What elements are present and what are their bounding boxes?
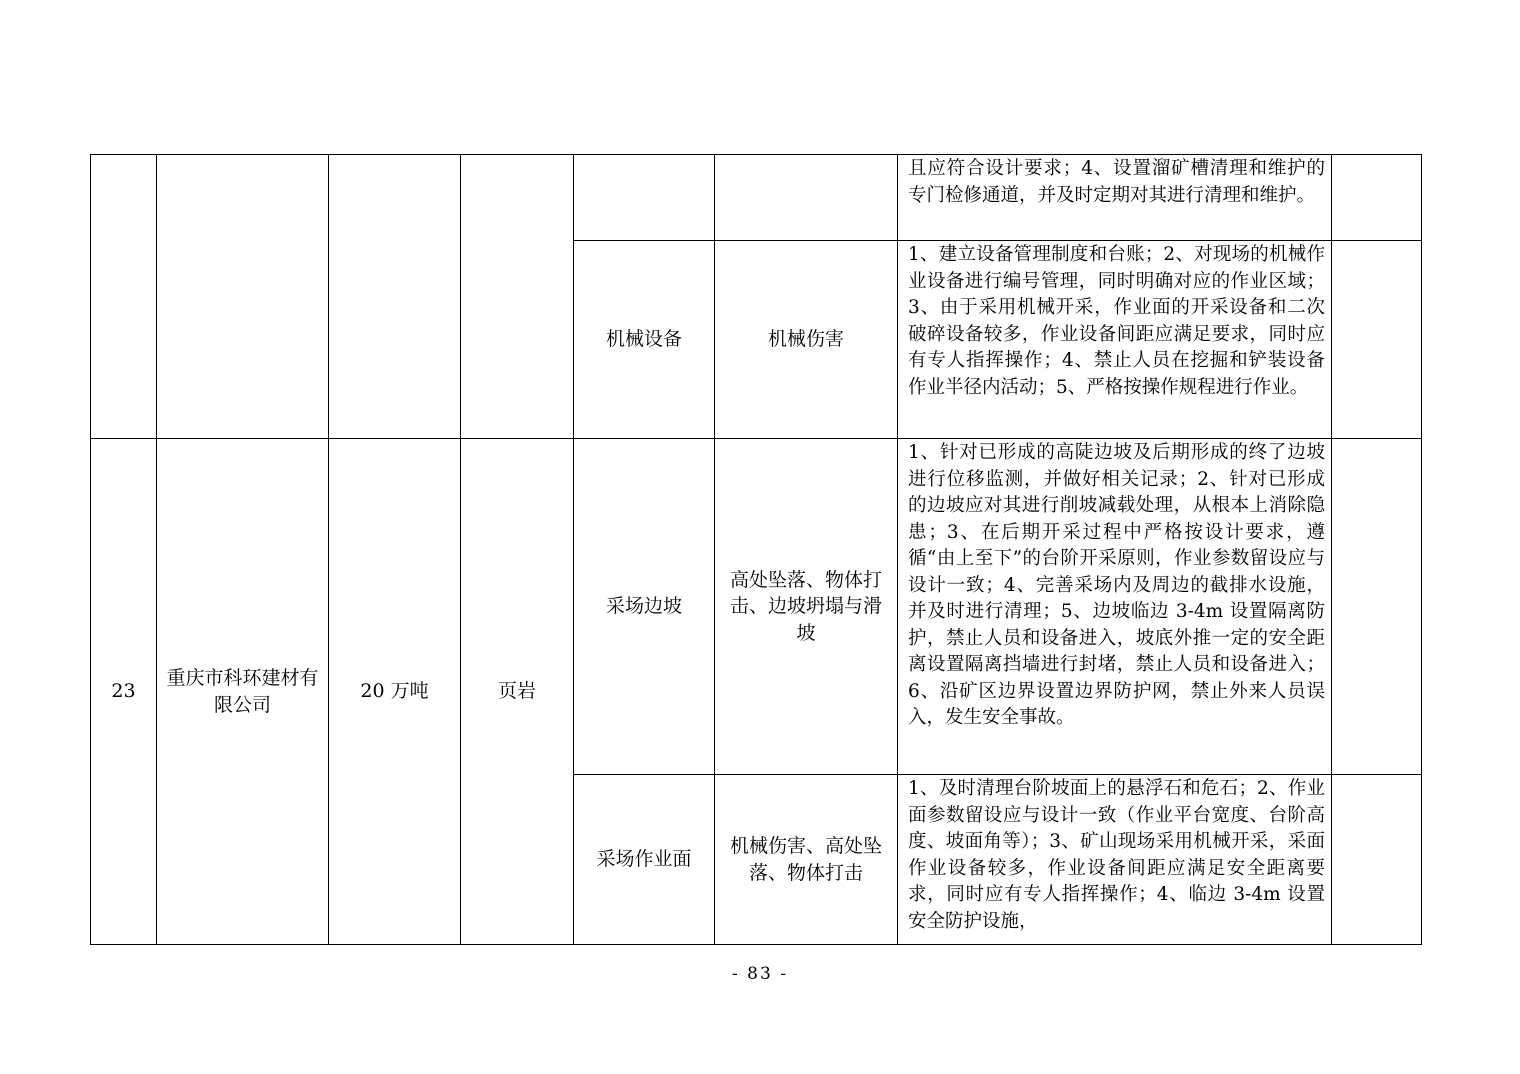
measures-cell: 1、及时清理台阶坡面上的悬浮石和危石；2、作业面参数留设应与设计一致（作业平台宽度、台阶高度、坡面角等）；3、矿山现场采用机械开采，采面作业设备较多，作业设备间距应满足安全距离要求，同时应有专人指挥操作；4、临边 3-4m 设置安全防护设施， — [898, 775, 1332, 945]
measures-cell: 且应符合设计要求；4、设置溜矿槽清理和维护的专门检修通道，并及时定期对其进行清理和维护。 — [898, 155, 1332, 241]
mineral-cell — [461, 155, 574, 439]
hazard-cell: 机械伤害 — [715, 241, 898, 439]
hazard-cell: 机械伤害、高处坠落、物体打击 — [715, 775, 898, 945]
location-cell: 采场作业面 — [574, 775, 715, 945]
hazard-cell: 高处坠落、物体打击、边坡坍塌与滑坡 — [715, 439, 898, 775]
measures-cell: 1、针对已形成的高陡边坡及后期形成的终了边坡进行位移监测，并做好相关记录；2、针对已形成的边坡应对其进行削坡减载处理，从根本上消除隐患；3、在后期开采过程中严格按设计要求，遵循“由上至下”的台阶开采原则，作业参数留设应与设计一致；4、完善采场内及周边的截排水设施，并及时进行清理；5、边坡临边 3-4m 设置隔离防护，禁止人员和设备进入，坡底外推一定的安全距离设置隔离挡墙进行封堵，禁止人员和设备进入；6、沿矿区边界设置边界防护网，禁止外来人员误入，发生安全事故。 — [898, 439, 1332, 775]
remark-cell — [1332, 241, 1422, 439]
table-row — [91, 155, 1422, 241]
remark-cell — [1332, 155, 1422, 241]
hazard-cell — [715, 155, 898, 241]
hazard-table — [90, 154, 1422, 945]
location-cell — [574, 155, 715, 241]
company-cell: 重庆市科环建材有限公司 — [157, 439, 329, 945]
capacity-cell — [329, 155, 461, 439]
measures-cell: 1、建立设备管理制度和台账；2、对现场的机械作业设备进行编号管理，同时明确对应的作业区域；3、由于采用机械开采，作业面的开采设备和二次破碎设备较多，作业设备间距应满足要求，同时应有专人指挥操作；4、禁止人员在挖掘和铲装设备作业半径内活动；5、严格按操作规程进行作业。 — [898, 241, 1332, 439]
location-cell: 机械设备 — [574, 241, 715, 439]
company-cell — [157, 155, 329, 439]
remark-cell — [1332, 439, 1422, 775]
capacity-cell: 20 万吨 — [329, 439, 461, 945]
table-row — [91, 439, 1422, 775]
remark-cell — [1332, 775, 1422, 945]
location-cell: 采场边坡 — [574, 439, 715, 775]
index-cell — [91, 155, 157, 439]
index-cell: 23 — [91, 439, 157, 945]
page-number: - 83 - — [732, 964, 788, 984]
mineral-cell: 页岩 — [461, 439, 574, 945]
